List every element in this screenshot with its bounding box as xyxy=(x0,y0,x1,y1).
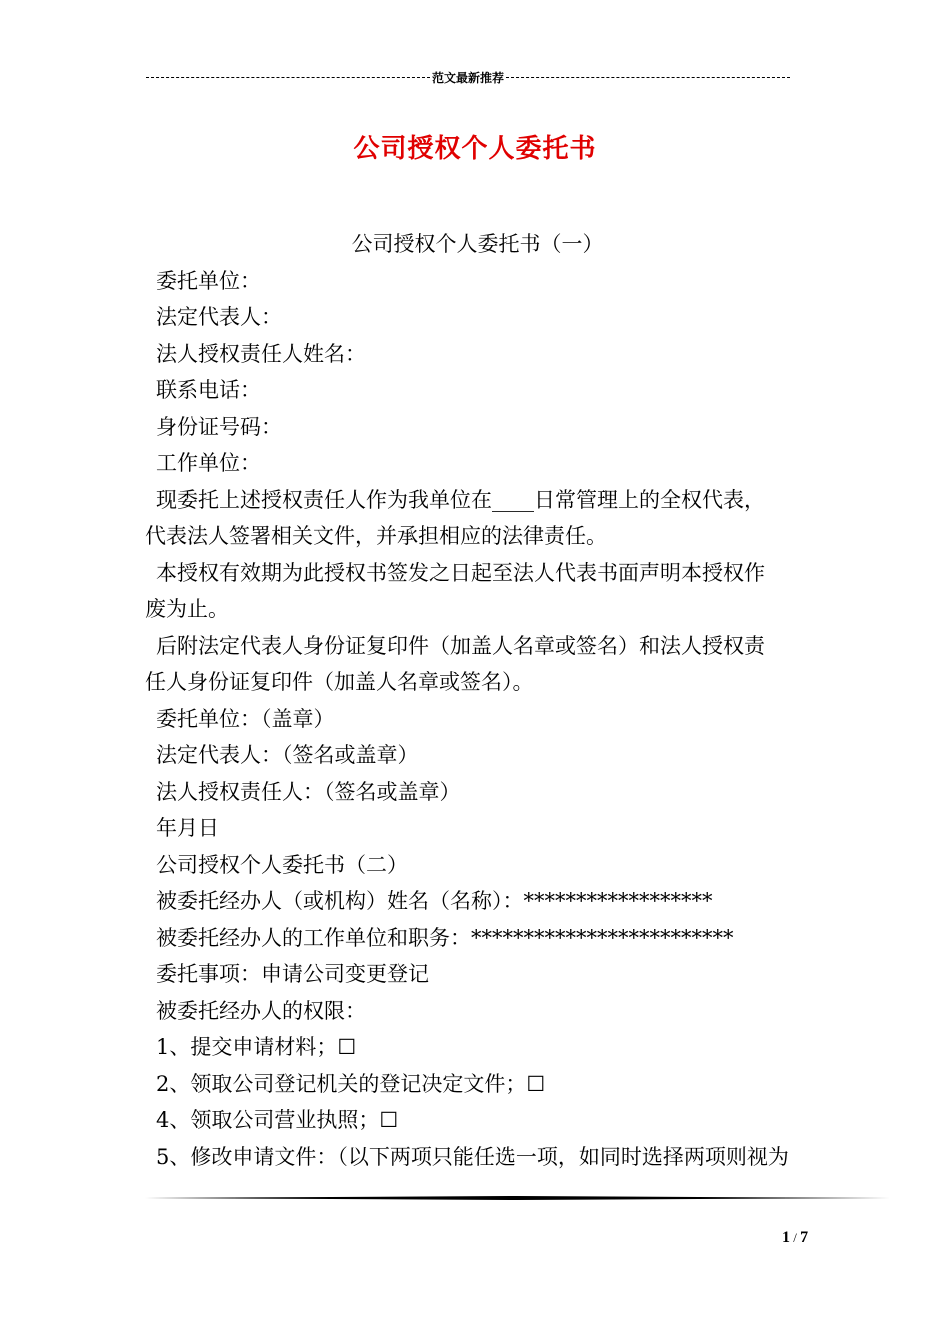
text-line: 法定代表人：（签名或盖章） xyxy=(156,743,419,767)
text-line: 1、提交申请材料；☐ xyxy=(156,1035,357,1059)
text-line: 本授权有效期为此授权书签发之日起至法人代表书面声明本授权作 xyxy=(156,560,765,585)
text-line: 公司授权个人委托书（一） xyxy=(351,232,604,256)
page-current: 1 xyxy=(781,1229,790,1246)
text-line: 后附法定代表人身份证复印件（加盖人名章或签名）和法人授权责 xyxy=(156,633,765,658)
text-line: 被委托经办人的权限： xyxy=(156,998,366,1023)
text-line: 委托单位： xyxy=(156,268,261,293)
page-total: 7 xyxy=(800,1229,809,1246)
footer-rule xyxy=(145,1196,890,1200)
text-line: 代表法人签署相关文件，并承担相应的法律责任。 xyxy=(145,524,607,548)
text-line: 任人身份证复印件（加盖人名章或签名）。 xyxy=(145,670,534,694)
text-line: 2、领取公司登记机关的登记决定文件；☐ xyxy=(156,1071,546,1096)
text-line: 废为止。 xyxy=(145,597,229,621)
text-line: 委托单位：（盖章） xyxy=(156,706,335,731)
text-line: 被委托经办人的工作单位和职务：************************* xyxy=(156,925,734,950)
text-line: 工作单位： xyxy=(156,451,261,475)
text-line: 法人授权责任人姓名： xyxy=(156,341,366,366)
header-dash-right xyxy=(506,77,790,78)
text-line: 身份证号码： xyxy=(156,414,282,439)
page-number xyxy=(770,1229,820,1247)
text-line: 公司授权个人委托书（二） xyxy=(156,852,408,877)
text-line: 法定代表人： xyxy=(156,305,282,329)
document-title: 公司授权个人委托书 xyxy=(353,134,597,164)
text-line: 4、领取公司营业执照；☐ xyxy=(156,1108,399,1132)
text-line: 法人授权责任人：（签名或盖章） xyxy=(156,779,461,804)
text-line: 现委托上述授权责任人作为我单位在____日常管理上的全权代表， xyxy=(156,487,765,512)
header-label: 范文最新推荐 xyxy=(432,70,505,85)
text-line: 联系电话： xyxy=(156,378,261,402)
page-separator: / xyxy=(789,1230,801,1245)
text-line: 委托事项：申请公司变更登记 xyxy=(156,962,429,986)
header-dash-left xyxy=(146,77,430,78)
text-line: 年月日 xyxy=(156,816,219,840)
text-line: 5、修改申请文件：（以下两项只能任选一项，如同时选择两项则视为 xyxy=(156,1144,789,1169)
text-line: 被委托经办人（或机构）姓名（名称）：****************** xyxy=(156,889,713,913)
page-header xyxy=(146,68,790,86)
document-body xyxy=(145,226,810,1175)
